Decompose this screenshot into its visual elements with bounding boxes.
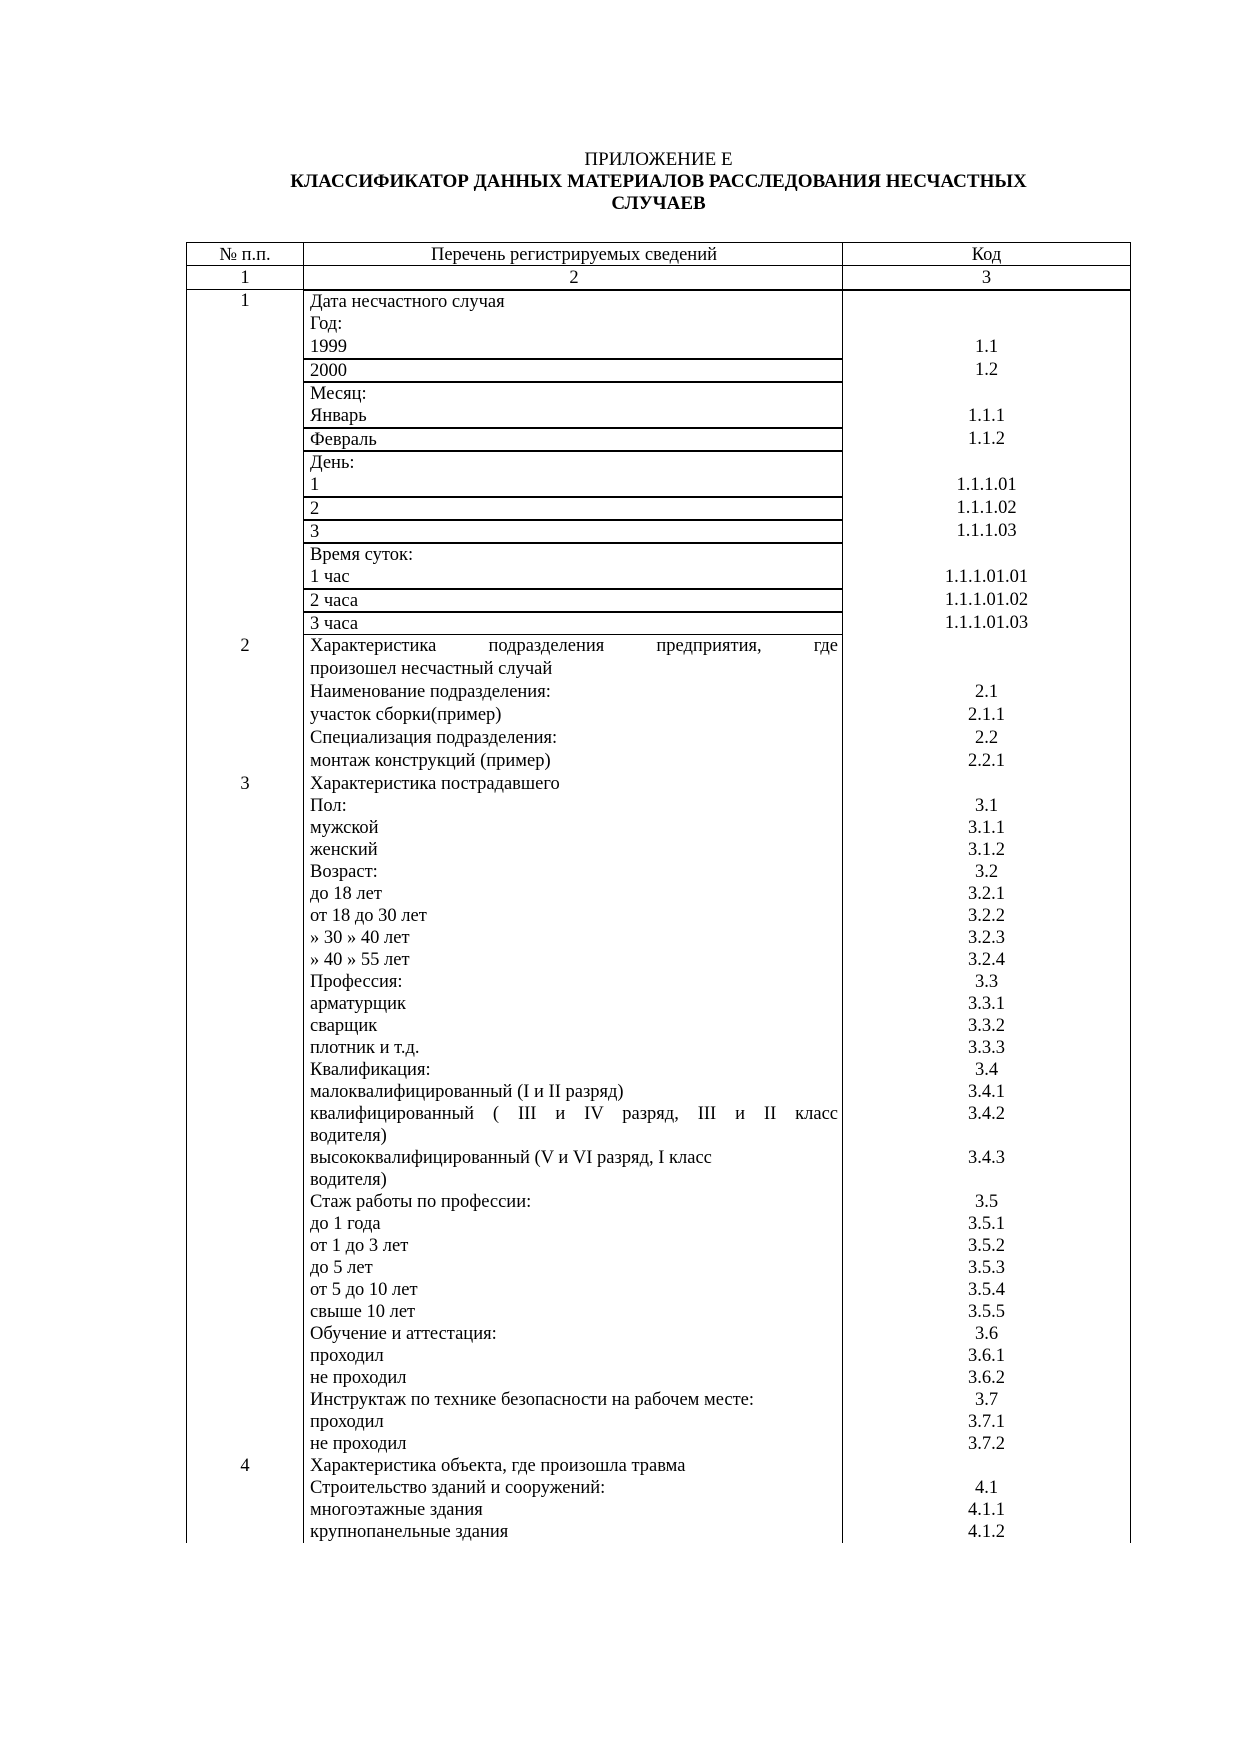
row-number-cell (186, 520, 303, 543)
row-item-cell: Характеристика пострадавшего (303, 773, 842, 795)
table-row (186, 927, 1131, 949)
row-code-cell: 3.4.1 (842, 1081, 1131, 1103)
row-code-cell: 2.2.1 (842, 750, 1131, 773)
row-code-cell: 3.2 (842, 861, 1131, 883)
row-item-cell: 2 часа (303, 589, 842, 612)
table-row (186, 1169, 1131, 1191)
row-code-cell (842, 382, 1131, 405)
row-number-cell (186, 612, 303, 635)
row-item-cell: малоквалифицированный (I и II разряд) (303, 1081, 842, 1103)
document-title-line2: СЛУЧАЕВ (611, 193, 706, 214)
row-number-cell (186, 1433, 303, 1455)
row-number-cell (186, 993, 303, 1015)
row-number-cell (186, 949, 303, 971)
table-row (186, 681, 1131, 704)
row-code-cell: 2.2 (842, 727, 1131, 750)
column-header-number: № п.п. (186, 242, 303, 266)
row-number-cell (186, 839, 303, 861)
row-code-cell: 1.1.1.01.01 (842, 566, 1131, 589)
row-code-cell: 3.5.1 (842, 1213, 1131, 1235)
row-code-cell: 1.1.1.02 (842, 497, 1131, 520)
table-row (186, 1037, 1131, 1059)
row-item-cell: 1 час (303, 566, 842, 589)
table-row (186, 290, 1131, 313)
row-number-cell (186, 1389, 303, 1411)
row-code-cell: 3.7.2 (842, 1433, 1131, 1455)
table-row (186, 1367, 1131, 1389)
row-code-cell: 3.6.1 (842, 1345, 1131, 1367)
row-code-cell (842, 1125, 1131, 1147)
row-item-cell: Характеристика подразделения предприятия, где (303, 635, 842, 658)
table-row (186, 1257, 1131, 1279)
table-row (186, 336, 1131, 359)
row-code-cell (842, 1455, 1131, 1477)
table-row (186, 658, 1131, 681)
row-number-cell (186, 927, 303, 949)
row-code-cell: 1.2 (842, 359, 1131, 382)
row-item-cell: Строительство зданий и сооружений: (303, 1477, 842, 1499)
table-row (186, 1125, 1131, 1147)
row-number-cell (186, 1301, 303, 1323)
row-number-cell (186, 1037, 303, 1059)
table-row (186, 1433, 1131, 1455)
table-row (186, 1477, 1131, 1499)
row-number-cell (186, 905, 303, 927)
row-number-cell (186, 382, 303, 405)
row-code-cell: 1.1.1.03 (842, 520, 1131, 543)
table-header-row (186, 242, 1131, 266)
row-code-cell (842, 451, 1131, 474)
row-code-cell: 3.3.1 (842, 993, 1131, 1015)
row-number-cell (186, 1411, 303, 1433)
row-number-cell (186, 971, 303, 993)
table-row (186, 1191, 1131, 1213)
table-row (186, 839, 1131, 861)
row-code-cell: 3.2.1 (842, 883, 1131, 905)
row-number-cell: 2 (186, 635, 303, 658)
row-code-cell (842, 313, 1131, 336)
row-code-cell: 1.1.1.01 (842, 474, 1131, 497)
table-row (186, 1103, 1131, 1125)
row-code-cell: 2.1.1 (842, 704, 1131, 727)
row-code-cell: 3.5.4 (842, 1279, 1131, 1301)
row-item-cell: произошел несчастный случай (303, 658, 842, 681)
row-number-cell (186, 817, 303, 839)
table-row (186, 1345, 1131, 1367)
row-code-cell: 4.1.2 (842, 1521, 1131, 1543)
page-header (186, 149, 1131, 215)
table-row (186, 612, 1131, 635)
table-row (186, 1015, 1131, 1037)
row-number-cell: 3 (186, 773, 303, 795)
row-number-cell (186, 1169, 303, 1191)
table-row (186, 1147, 1131, 1169)
row-item-cell: Характеристика объекта, где произошла травма (303, 1455, 842, 1477)
row-item-cell: 2 (303, 497, 842, 520)
table-row (186, 817, 1131, 839)
row-number-cell (186, 1081, 303, 1103)
row-item-cell: монтаж конструкций (пример) (303, 750, 842, 773)
row-item-cell: Дата несчастного случая (303, 290, 842, 313)
row-item-cell: Время суток: (303, 543, 842, 566)
classifier-table (186, 242, 1131, 1543)
row-number-cell (186, 1103, 303, 1125)
row-code-cell: 3.4.3 (842, 1147, 1131, 1169)
table-row (186, 750, 1131, 773)
document-title-line1: КЛАССИФИКАТОР ДАННЫХ МАТЕРИАЛОВ РАССЛЕДОВАНИЯ НЕСЧАСТНЫХ (290, 171, 1027, 192)
row-code-cell: 2.1 (842, 681, 1131, 704)
row-code-cell: 1.1.1 (842, 405, 1131, 428)
column-number-2: 2 (303, 266, 842, 290)
column-header-code: Код (842, 242, 1131, 266)
table-row (186, 861, 1131, 883)
row-number-cell (186, 681, 303, 704)
row-item-cell: Год: (303, 313, 842, 336)
row-number-cell (186, 1477, 303, 1499)
table-row (186, 795, 1131, 817)
row-code-cell: 3.6 (842, 1323, 1131, 1345)
table-row (186, 1389, 1131, 1411)
column-header-items: Перечень регистрируемых сведений (303, 242, 842, 266)
row-code-cell: 3.3.2 (842, 1015, 1131, 1037)
row-code-cell: 3.5.3 (842, 1257, 1131, 1279)
row-code-cell: 1.1.1.01.02 (842, 589, 1131, 612)
row-number-cell (186, 1367, 303, 1389)
table-row (186, 405, 1131, 428)
table-row (186, 635, 1131, 658)
row-item-cell: Февраль (303, 428, 842, 451)
row-number-cell: 4 (186, 1455, 303, 1477)
row-item-cell: Квалификация: (303, 1059, 842, 1081)
column-number-3: 3 (842, 266, 1131, 290)
row-item-cell: свыше 10 лет (303, 1301, 842, 1323)
row-code-cell: 3.1.1 (842, 817, 1131, 839)
table-row (186, 1235, 1131, 1257)
row-item-cell: водителя) (303, 1125, 842, 1147)
row-item-cell: Специализация подразделения: (303, 727, 842, 750)
row-number-cell (186, 1191, 303, 1213)
table-row (186, 993, 1131, 1015)
row-code-cell (842, 290, 1131, 313)
table-row (186, 359, 1131, 382)
row-item-cell: от 18 до 30 лет (303, 905, 842, 927)
row-item-cell: 3 часа (303, 612, 842, 635)
row-number-cell (186, 428, 303, 451)
row-code-cell: 4.1.1 (842, 1499, 1131, 1521)
row-number-cell (186, 1345, 303, 1367)
row-code-cell: 1.1.1.01.03 (842, 612, 1131, 635)
table-row (186, 949, 1131, 971)
row-number-cell (186, 861, 303, 883)
table-row (186, 428, 1131, 451)
row-number-cell (186, 313, 303, 336)
row-item-cell: » 40 » 55 лет (303, 949, 842, 971)
row-number-cell (186, 1235, 303, 1257)
row-number-cell (186, 883, 303, 905)
row-number-cell (186, 1257, 303, 1279)
row-number-cell (186, 1499, 303, 1521)
row-item-cell: крупнопанельные здания (303, 1521, 842, 1543)
row-item-cell: » 30 » 40 лет (303, 927, 842, 949)
row-item-cell: участок сборки(пример) (303, 704, 842, 727)
table-row (186, 474, 1131, 497)
row-item-cell: проходил (303, 1411, 842, 1433)
row-code-cell: 1.1 (842, 336, 1131, 359)
row-code-cell (842, 658, 1131, 681)
row-item-cell: многоэтажные здания (303, 1499, 842, 1521)
table-row (186, 1081, 1131, 1103)
row-item-cell: 1999 (303, 336, 842, 359)
table-row (186, 905, 1131, 927)
row-item-cell: Пол: (303, 795, 842, 817)
row-code-cell: 3.4.2 (842, 1103, 1131, 1125)
row-number-cell (186, 543, 303, 566)
row-code-cell: 3.1.2 (842, 839, 1131, 861)
table-row (186, 497, 1131, 520)
row-number-cell (186, 1147, 303, 1169)
row-item-cell: от 1 до 3 лет (303, 1235, 842, 1257)
row-code-cell: 3.1 (842, 795, 1131, 817)
table-row (186, 382, 1131, 405)
row-code-cell (842, 773, 1131, 795)
row-number-cell (186, 1279, 303, 1301)
table-row (186, 1499, 1131, 1521)
row-item-cell: до 1 года (303, 1213, 842, 1235)
table-row (186, 971, 1131, 993)
row-number-cell (186, 1521, 303, 1543)
table-row (186, 1455, 1131, 1477)
table-body (186, 290, 1131, 1543)
row-number-cell (186, 405, 303, 428)
row-item-cell: плотник и т.д. (303, 1037, 842, 1059)
row-code-cell (842, 1169, 1131, 1191)
table-row (186, 883, 1131, 905)
row-code-cell: 3.5.2 (842, 1235, 1131, 1257)
row-item-cell: Январь (303, 405, 842, 428)
row-code-cell: 3.2.4 (842, 949, 1131, 971)
row-number-cell (186, 1125, 303, 1147)
row-number-cell (186, 589, 303, 612)
row-item-cell: водителя) (303, 1169, 842, 1191)
row-item-cell: Инструктаж по технике безопасности на рабочем месте: (303, 1389, 842, 1411)
row-number-cell (186, 1015, 303, 1037)
row-code-cell: 3.7.1 (842, 1411, 1131, 1433)
row-item-cell: 3 (303, 520, 842, 543)
table-row (186, 1521, 1131, 1543)
row-code-cell (842, 635, 1131, 658)
row-code-cell: 3.7 (842, 1389, 1131, 1411)
row-item-cell: мужской (303, 817, 842, 839)
table-row (186, 704, 1131, 727)
row-item-cell: День: (303, 451, 842, 474)
row-number-cell (186, 359, 303, 382)
row-item-cell: сварщик (303, 1015, 842, 1037)
row-item-cell: Возраст: (303, 861, 842, 883)
table-row (186, 1279, 1131, 1301)
row-code-cell: 3.3 (842, 971, 1131, 993)
row-number-cell (186, 336, 303, 359)
table-row (186, 589, 1131, 612)
row-item-cell: Месяц: (303, 382, 842, 405)
row-number-cell (186, 451, 303, 474)
row-code-cell: 4.1 (842, 1477, 1131, 1499)
row-code-cell: 3.5.5 (842, 1301, 1131, 1323)
row-item-cell: от 5 до 10 лет (303, 1279, 842, 1301)
row-number-cell (186, 704, 303, 727)
table-row (186, 1059, 1131, 1081)
table-row (186, 313, 1131, 336)
row-item-cell: не проходил (303, 1367, 842, 1389)
row-code-cell: 3.3.3 (842, 1037, 1131, 1059)
row-number-cell (186, 727, 303, 750)
row-item-cell: Стаж работы по профессии: (303, 1191, 842, 1213)
row-item-cell: не проходил (303, 1433, 842, 1455)
table-row (186, 566, 1131, 589)
column-number-1: 1 (186, 266, 303, 290)
table-row (186, 1301, 1131, 1323)
row-number-cell (186, 1213, 303, 1235)
row-item-cell: до 18 лет (303, 883, 842, 905)
row-number-cell (186, 497, 303, 520)
table-row (186, 451, 1131, 474)
row-item-cell: проходил (303, 1345, 842, 1367)
row-item-cell: женский (303, 839, 842, 861)
row-code-cell: 3.5 (842, 1191, 1131, 1213)
row-number-cell (186, 1059, 303, 1081)
row-code-cell (842, 543, 1131, 566)
row-item-cell: Профессия: (303, 971, 842, 993)
row-number-cell (186, 1323, 303, 1345)
row-item-cell: арматурщик (303, 993, 842, 1015)
table-row (186, 543, 1131, 566)
row-code-cell: 3.4 (842, 1059, 1131, 1081)
row-number-cell (186, 658, 303, 681)
table-row (186, 1213, 1131, 1235)
row-number-cell (186, 474, 303, 497)
row-code-cell: 3.2.2 (842, 905, 1131, 927)
row-code-cell: 3.2.3 (842, 927, 1131, 949)
row-item-cell: 1 (303, 474, 842, 497)
row-item-cell: высококвалифицированный (V и VI разряд, I класс (303, 1147, 842, 1169)
table-row (186, 727, 1131, 750)
row-item-cell: квалифицированный ( III и IV разряд, III и II класс (303, 1103, 842, 1125)
row-number-cell (186, 566, 303, 589)
row-item-cell: до 5 лет (303, 1257, 842, 1279)
row-code-cell: 3.6.2 (842, 1367, 1131, 1389)
appendix-label: ПРИЛОЖЕНИЕ Е (584, 149, 733, 170)
row-item-cell: Наименование подразделения: (303, 681, 842, 704)
row-code-cell: 1.1.2 (842, 428, 1131, 451)
table-column-number-row (186, 266, 1131, 290)
table-row (186, 1411, 1131, 1433)
row-number-cell (186, 750, 303, 773)
table-row (186, 520, 1131, 543)
row-item-cell: Обучение и аттестация: (303, 1323, 842, 1345)
table-row (186, 773, 1131, 795)
row-number-cell: 1 (186, 290, 303, 313)
row-number-cell (186, 795, 303, 817)
row-item-cell: 2000 (303, 359, 842, 382)
table-row (186, 1323, 1131, 1345)
